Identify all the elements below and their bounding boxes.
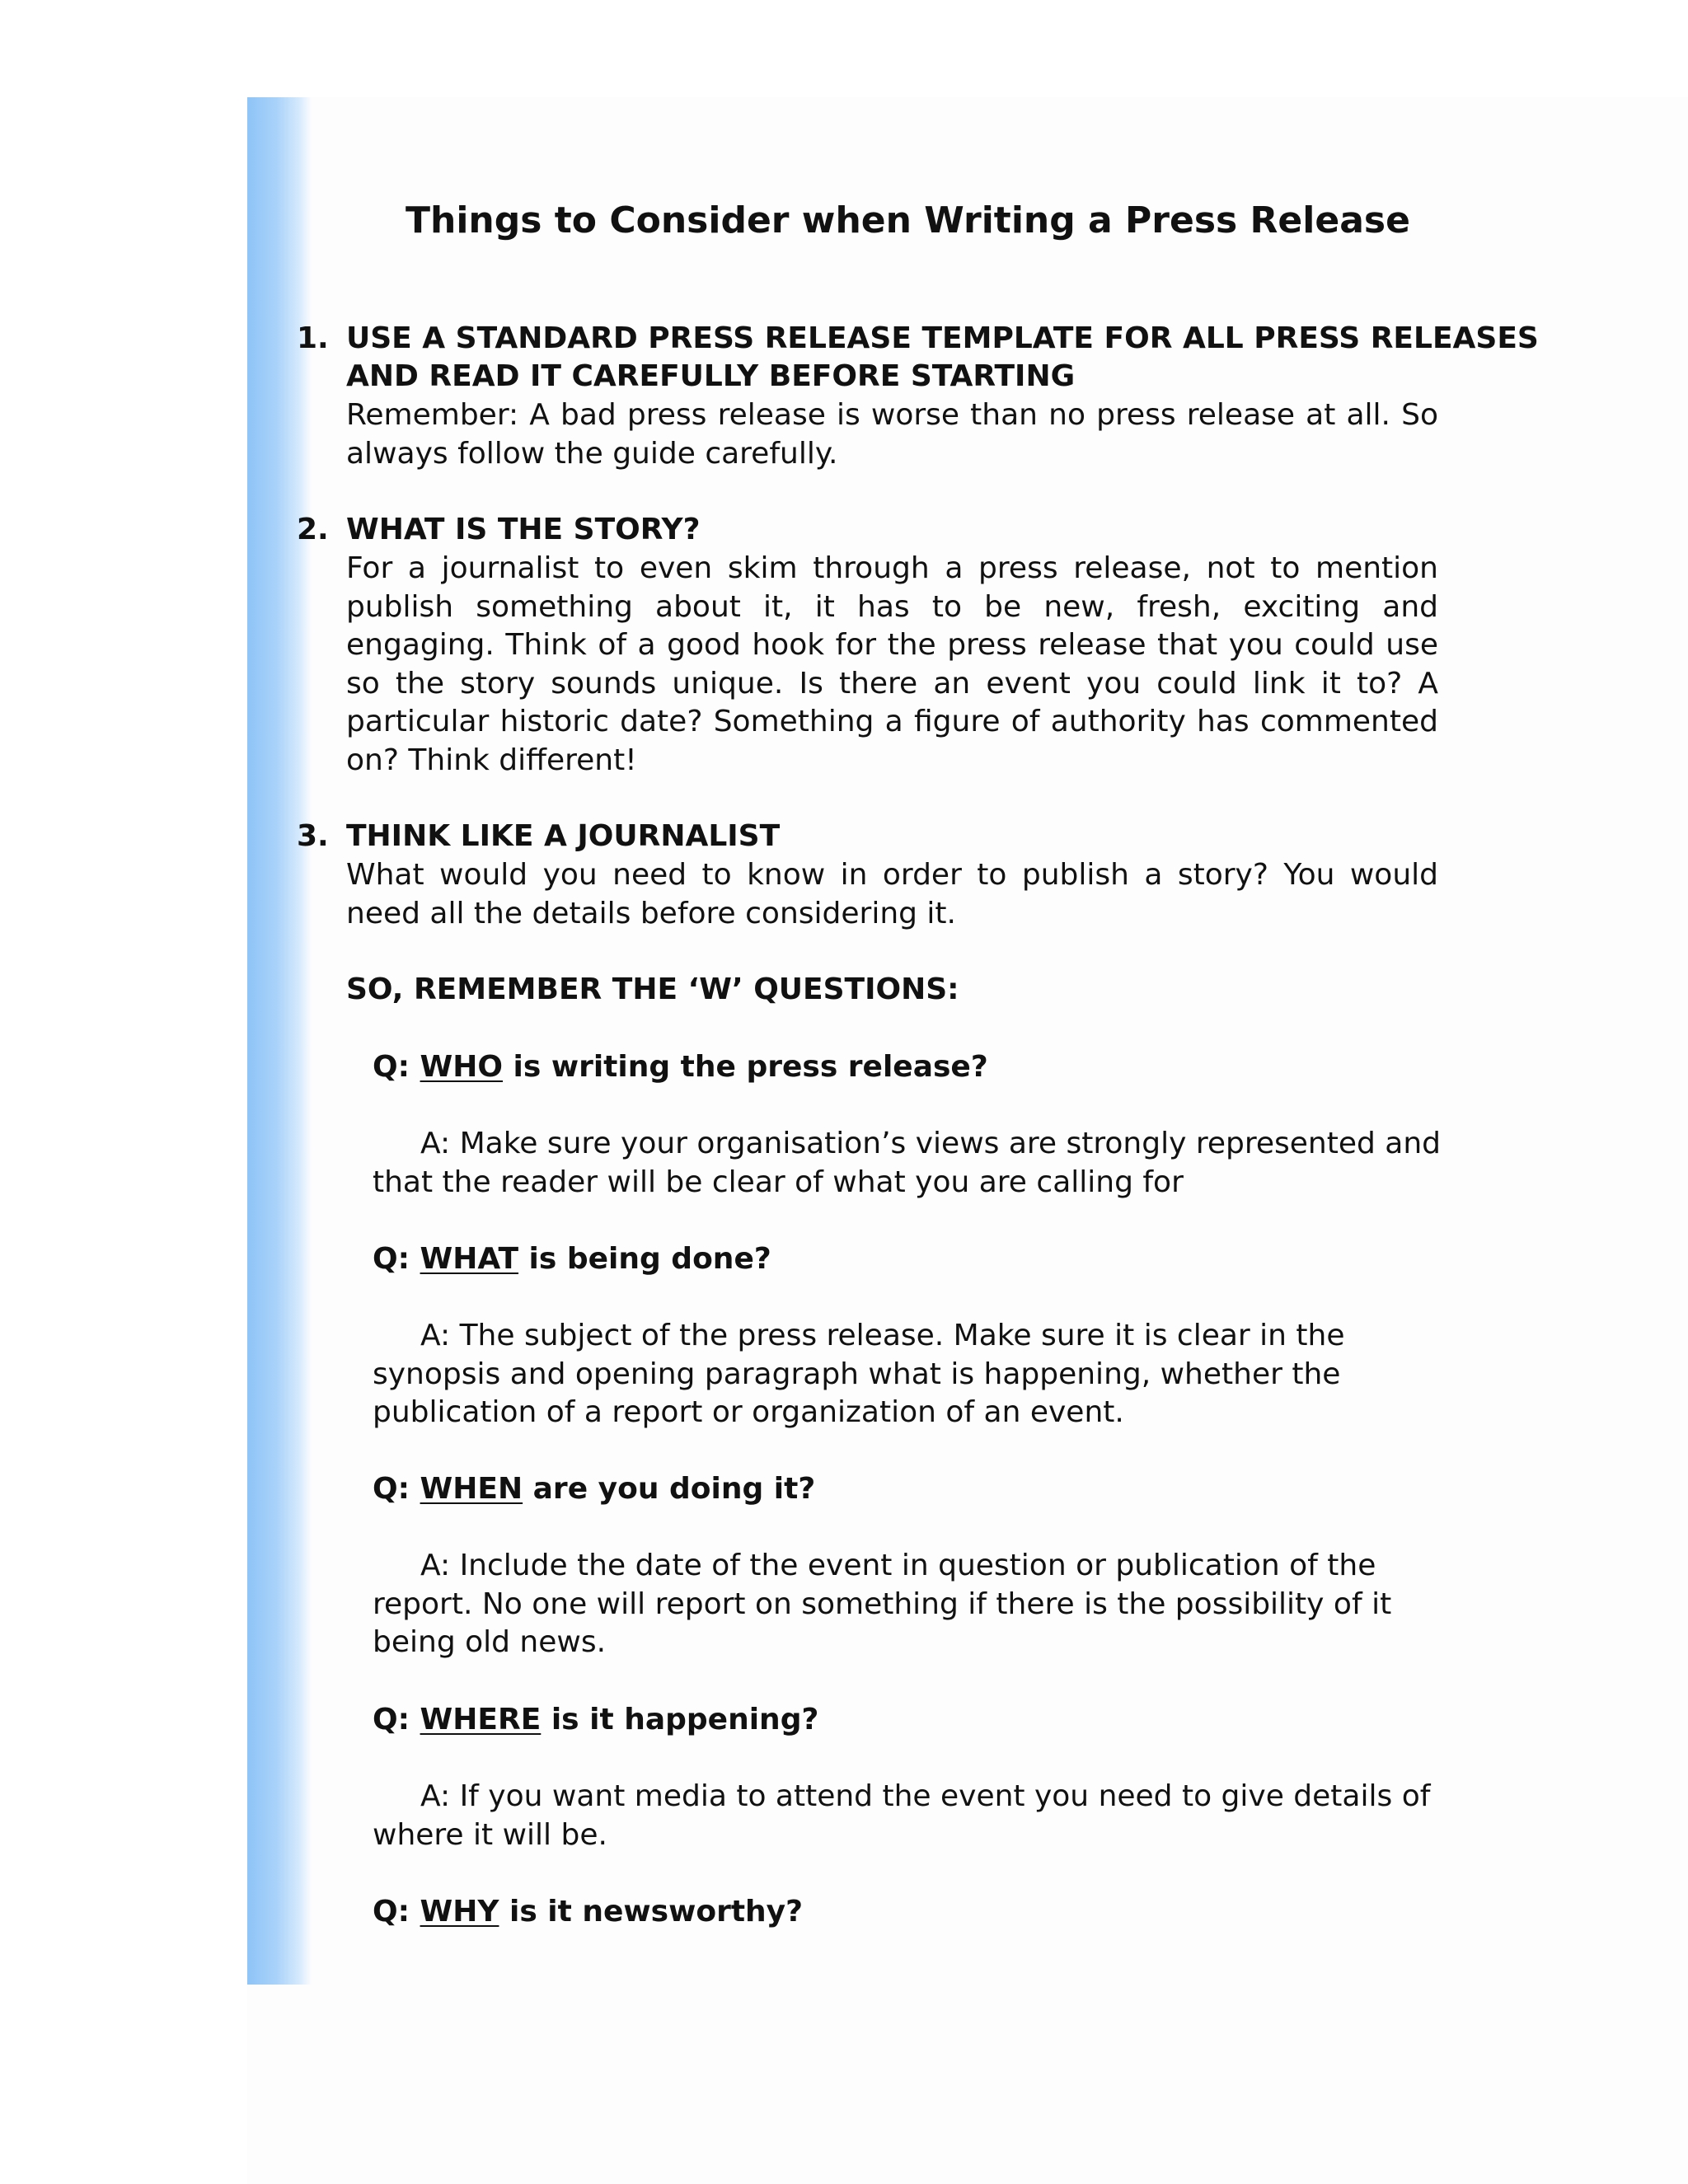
question-prefix: Q: <box>373 1472 410 1506</box>
question-keyword: WHEN <box>420 1472 523 1506</box>
item-1-number: 1. <box>297 321 329 355</box>
question-where <box>373 1701 818 1740</box>
question-when <box>373 1470 815 1509</box>
question-text: is writing the press release? <box>503 1050 988 1084</box>
question-keyword: WHERE <box>420 1703 542 1736</box>
w-questions-heading: SO, REMEMBER THE ‘W’ QUESTIONS: <box>346 972 959 1006</box>
question-text: is it newsworthy? <box>499 1895 804 1929</box>
item-1-body: Remember: A bad press release is worse than no press release at all. So always follow the guide carefully. <box>346 398 1438 471</box>
item-3-heading: THINK LIKE A JOURNALIST <box>346 819 781 853</box>
question-prefix: Q: <box>373 1242 410 1276</box>
question-text: is it happening? <box>541 1703 819 1736</box>
item-2-number: 2. <box>297 513 329 546</box>
answer-when: A: Include the date of the event in question or publication of the report. No one will report on something if there is the possibility of it being old news. <box>373 1549 1392 1659</box>
question-keyword: WHO <box>420 1050 503 1084</box>
answer-who: A: Make sure your organisation’s views are strongly represented and that the reader will be clear of what you are calling for <box>373 1127 1442 1199</box>
question-why <box>373 1893 803 1932</box>
document-title: Things to Consider when Writing a Press Release <box>406 199 1410 241</box>
question-what <box>373 1240 771 1279</box>
question-keyword: WHY <box>420 1895 499 1929</box>
item-1-heading-continued: AND READ IT CAREFULLY BEFORE STARTING <box>346 359 1076 393</box>
answer-where: A: If you want media to attend the event you need to give details of where it will be. <box>373 1779 1431 1852</box>
question-keyword: WHAT <box>420 1242 519 1276</box>
question-prefix: Q: <box>373 1895 410 1929</box>
question-text: is being done? <box>518 1242 771 1276</box>
item-3-body: What would you need to know in order to publish a story? You would need all the details before considering it. <box>346 858 1438 930</box>
question-prefix: Q: <box>373 1050 410 1084</box>
item-2-heading: WHAT IS THE STORY? <box>346 513 701 546</box>
item-2-body: For a journalist to even skim through a press release, not to mention publish something about it, it has to be new, fresh, exciting and engaging. Think of a good hook for the press release that you could use so the story sounds unique. Is there an event you could link it to? A particular historic date? Something a figure of authority has commented on? Think different! <box>346 551 1438 777</box>
item-1-heading: USE A STANDARD PRESS RELEASE TEMPLATE FOR ALL PRESS RELEASES <box>346 321 1539 355</box>
question-text: are you doing it? <box>523 1472 816 1506</box>
question-who <box>373 1048 988 1087</box>
question-prefix: Q: <box>373 1703 410 1736</box>
item-3-number: 3. <box>297 819 329 853</box>
decorative-side-bar <box>247 97 312 1985</box>
answer-what: A: The subject of the press release. Make sure it is clear in the synopsis and opening paragraph what is happening, whether the publication of a report or organization of an event. <box>373 1319 1345 1429</box>
